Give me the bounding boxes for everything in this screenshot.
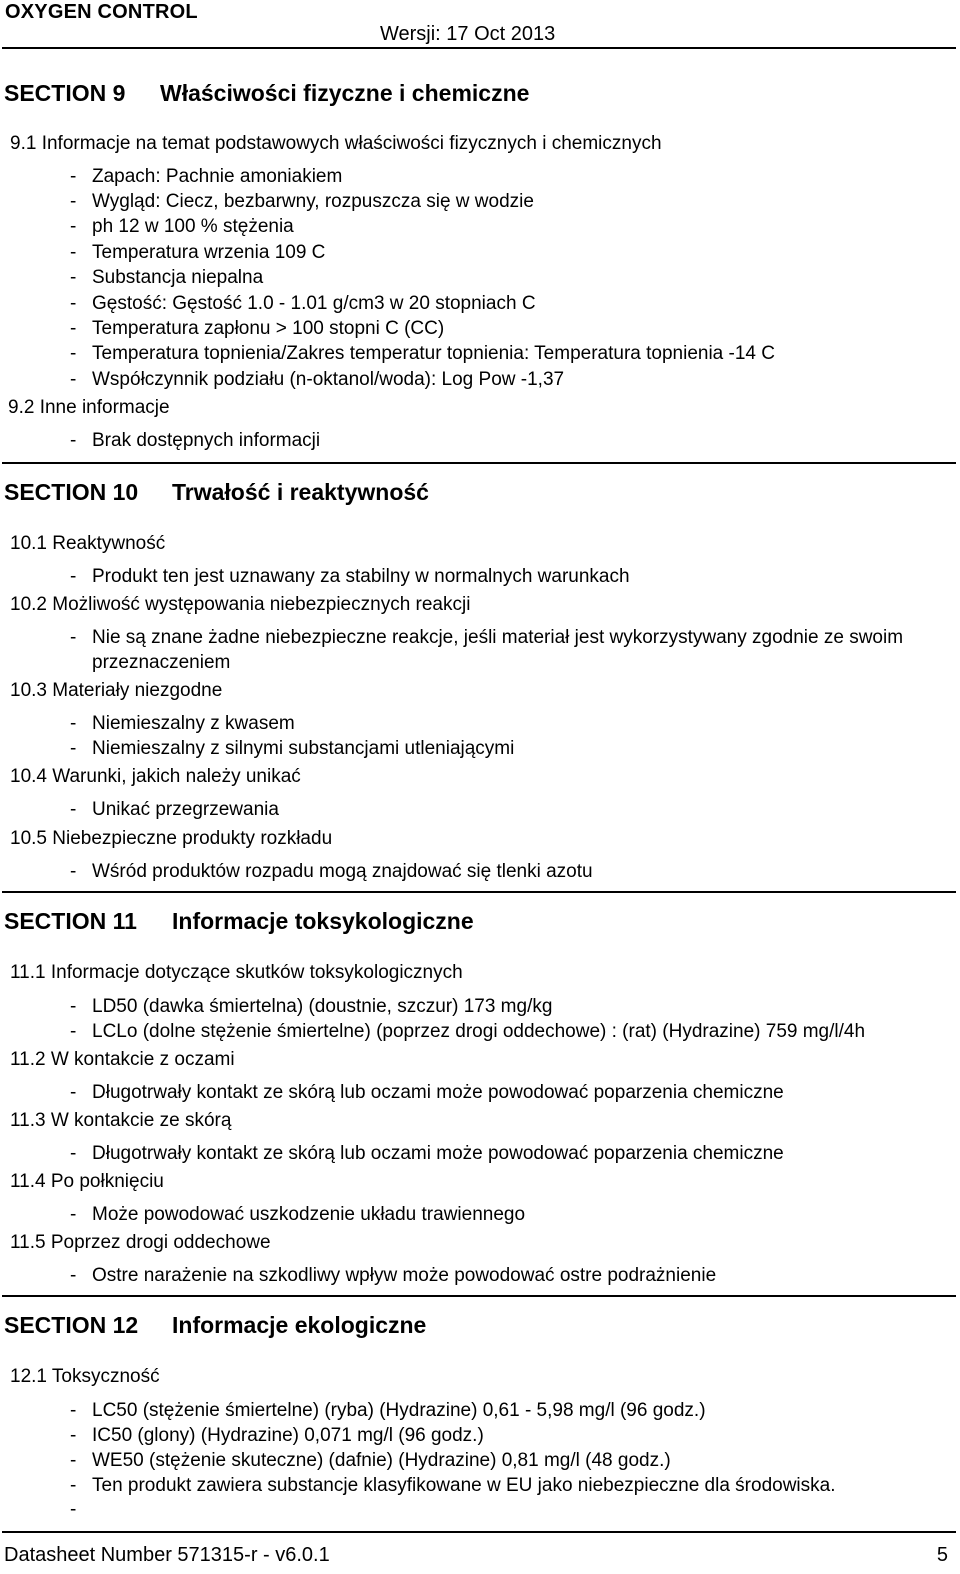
subsection-label: 9.2 Inne informacje xyxy=(8,397,170,418)
subsection-label: 10.3 Materiały niezgodne xyxy=(10,680,223,701)
subsection-label: 11.4 Po połknięciu xyxy=(10,1171,164,1192)
page-number: 5 xyxy=(936,1544,948,1566)
subsection-label: 10.2 Możliwość występowania niebezpiecznych reakcji xyxy=(10,594,471,615)
section-number: SECTION 12 xyxy=(4,1312,139,1338)
section-10-heading xyxy=(4,479,429,506)
section-number: SECTION 11 xyxy=(4,908,137,934)
section-title: Informacje ekologiczne xyxy=(172,1312,427,1338)
section-9-heading xyxy=(4,80,530,107)
section-rule xyxy=(2,1295,956,1297)
subsection-label: 12.1 Toksyczność xyxy=(10,1366,160,1387)
subsection-label: 10.4 Warunki, jakich należy unikać xyxy=(10,766,301,787)
subsection-label: 9.1 Informacje na temat podstawowych właściwości fizycznych i chemicznych xyxy=(10,133,662,154)
subsection-label: 10.5 Niebezpieczne produkty rozkładu xyxy=(10,828,333,849)
subsection-label: 11.3 W kontakcie ze skórą xyxy=(10,1110,232,1131)
page-header xyxy=(0,0,960,50)
section-title: Właściwości fizyczne i chemiczne xyxy=(160,80,530,106)
subsection-label: 11.2 W kontakcie z oczami xyxy=(10,1049,235,1070)
header-rule xyxy=(2,47,956,49)
footer-rule xyxy=(2,1531,956,1533)
section-rule xyxy=(2,891,956,893)
company-name: OXYGEN CONTROL xyxy=(5,1,198,23)
section-title: Trwałość i reaktywność xyxy=(172,479,429,505)
section-rule xyxy=(2,462,956,464)
section-number: SECTION 9 xyxy=(4,80,126,106)
section-11-heading xyxy=(4,908,474,935)
section-title: Informacje toksykologiczne xyxy=(172,908,474,934)
section-number: SECTION 10 xyxy=(4,479,139,505)
subsection-label: 10.1 Reaktywność xyxy=(10,533,166,554)
subsection-label: 11.1 Informacje dotyczące skutków toksykologicznych xyxy=(10,962,463,983)
section-12-heading xyxy=(4,1312,427,1339)
subsection-label: 11.5 Poprzez drogi oddechowe xyxy=(10,1232,271,1253)
datasheet-number: Datasheet Number 571315-r - v6.0.1 xyxy=(4,1544,330,1566)
version-date: Wersji: 17 Oct 2013 xyxy=(380,23,556,45)
